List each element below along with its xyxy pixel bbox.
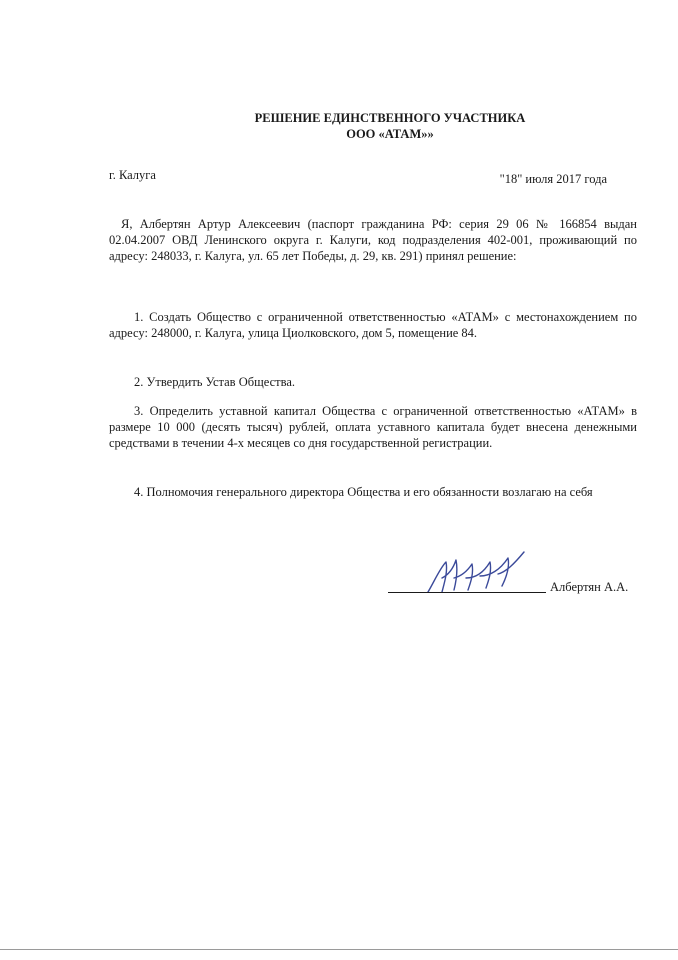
company-name-title: ООО «АТАМ»» [346, 127, 434, 141]
handwritten-signature [420, 548, 530, 598]
decision-item-3: 3. Определить уставной капитал Общества с ограниченной ответственностью «АТАМ» в размере 10 000 (десять тысяч) рублей, оплата уставного капитала будет внесена денежными средствами в течении 4-х месяцев со дня государственной регистрации. [109, 404, 637, 450]
scan-edge-line [0, 949, 678, 950]
document-title: РЕШЕНИЕ ЕДИНСТВЕННОГО УЧАСТНИКА [254, 111, 526, 125]
decision-item-2: 2. Утвердить Устав Общества. [134, 375, 295, 389]
signatory-name: Албертян А.А. [550, 580, 629, 594]
decision-item-1: 1. Создать Общество с ограниченной ответственностью «АТАМ» с местонахождением по адресу: 248000, г. Калуга, улица Циолковского, дом 5, помещение 84. [109, 310, 637, 340]
intro-paragraph: Я, Албертян Артур Алексеевич (паспорт гражданина РФ: серия 29 06 № 166854 выдан 02.04.2007 ОВД Ленинского округа г. Калуги, код подразделения 402-001, проживающий по адресу: 248033, г. Калуга, ул. 65 лет Победы, д. 29, кв. 291) принял решение: [109, 217, 637, 263]
decision-date: "18" июля 2017 года [499, 172, 607, 186]
decision-item-4: 4. Полномочия генерального директора Общества и его обязанности возлагаю на себя [134, 485, 593, 499]
place-of-decision: г. Калуга [109, 168, 156, 182]
signature-line [388, 592, 546, 593]
